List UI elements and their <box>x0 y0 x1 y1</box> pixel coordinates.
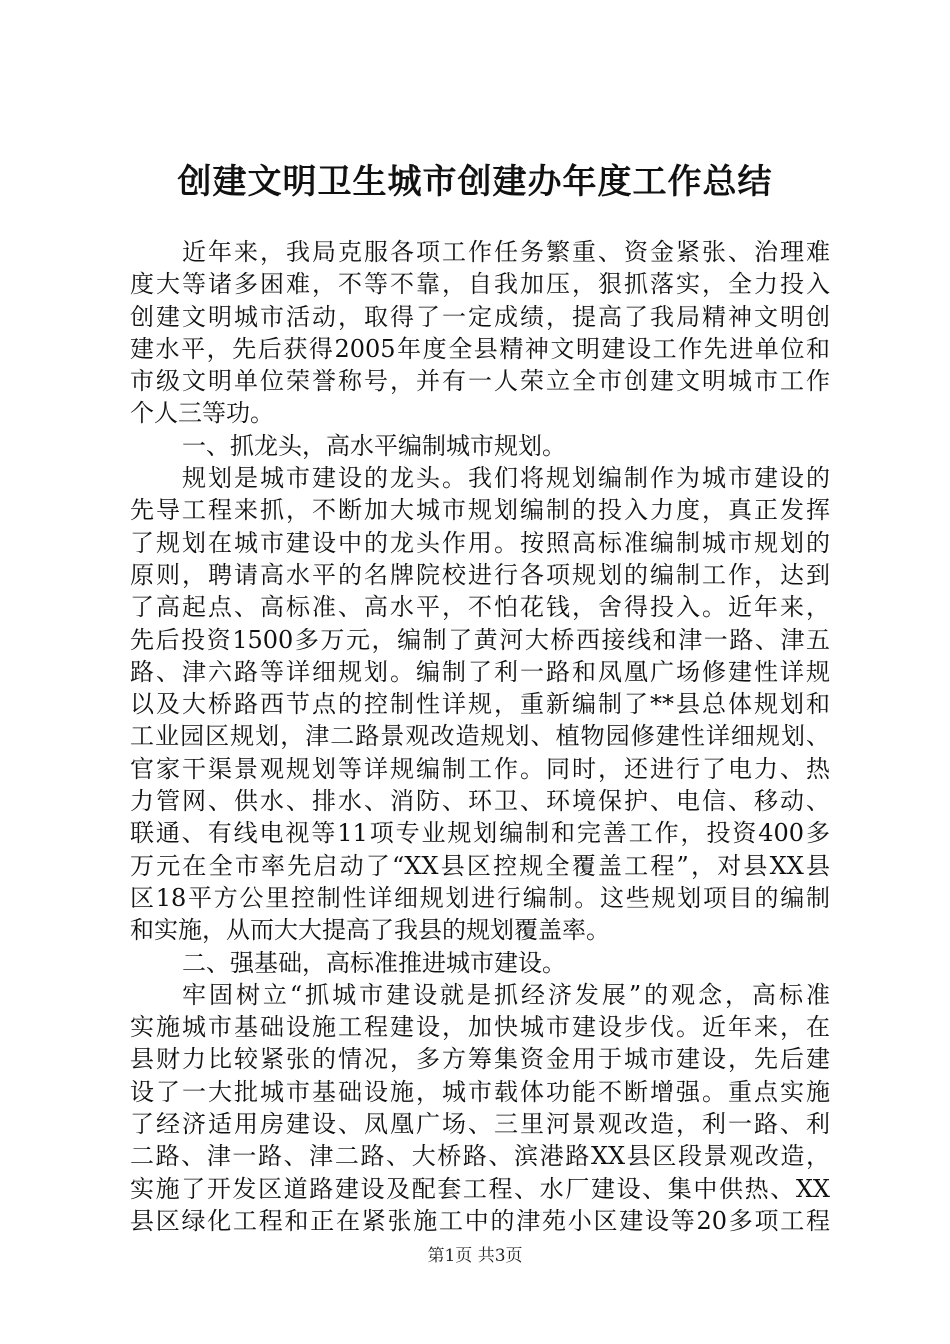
text-line: 联通、有线电视等11项专业规划编制和完善工作，投资400多 <box>130 819 830 848</box>
text-line: 区18平方公里控制性详细规划进行编制。这些规划项目的编制 <box>130 883 830 912</box>
text-line: 路、津六路等详细规划。编制了利一路和凤凰广场修建性详规 <box>130 657 830 686</box>
text-line: 实施城市基础设施工程建设，加快城市建设步伐。近年来，在 <box>130 1013 830 1042</box>
text-line: 近年来，我局克服各项工作任务繁重、资金紧张、治理难 <box>182 238 830 266</box>
text-line: 以及大桥路西节点的控制性详规，重新编制了**县总体规划和 <box>130 690 830 719</box>
text-line: 规划是城市建设的龙头。我们将规划编制作为城市建设的 <box>182 464 830 493</box>
section-heading: 二、强基础，高标准推进城市建设。 <box>182 948 566 977</box>
text-line: 建水平，先后获得2005年度全县精神文明建设工作先进单位和 <box>130 334 830 363</box>
text-line: 个人三等功。 <box>130 399 274 428</box>
text-line: 先导工程来抓，不断加大城市规划编制的投入力度，真正发挥 <box>130 496 830 525</box>
document-title: 创建文明卫生城市创建办年度工作总结 <box>177 162 773 202</box>
text-line: 设了一大批城市基础设施，城市载体功能不断增强。重点实施 <box>130 1077 830 1106</box>
text-line: 工业园区规划，津二路景观改造规划、植物园修建性详细规划、 <box>130 722 830 751</box>
text-line: 了经济适用房建设、凤凰广场、三里河景观改造，利一路、利 <box>130 1110 830 1139</box>
text-line: 力管网、供水、排水、消防、环卫、环境保护、电信、移动、 <box>130 787 830 816</box>
text-line: 市级文明单位荣誉称号，并有一人荣立全市创建文明城市工作 <box>130 367 830 396</box>
text-line: 原则，聘请高水平的名牌院校进行各项规划的编制工作，达到 <box>130 560 830 589</box>
section-heading: 一、抓龙头，高水平编制城市规划。 <box>182 431 566 460</box>
text-line: 先后投资1500多万元，编制了黄河大桥西接线和津一路、津五 <box>130 625 830 654</box>
text-line: 创建文明城市活动，取得了一定成绩，提高了我局精神文明创 <box>130 302 830 331</box>
document-body <box>130 236 830 1237</box>
text-line: 二路、津一路、津二路、大桥路、滨港路XX县区段景观改造， <box>130 1142 830 1171</box>
page-footer: 第1页 共3页 <box>427 1246 523 1266</box>
text-line: 官家干渠景观规划等详规编制工作。同时，还进行了电力、热 <box>130 754 830 783</box>
text-line: 度大等诸多困难，不等不靠，自我加压，狠抓落实，全力投入 <box>130 270 830 299</box>
text-line: 实施了开发区道路建设及配套工程、水厂建设、集中供热、XX <box>130 1174 830 1203</box>
text-line: 县区绿化工程和正在紧张施工中的津苑小区建设等20多项工程 <box>130 1206 830 1235</box>
text-line: 牢固树立“抓城市建设就是抓经济发展”的观念，高标准 <box>182 980 830 1009</box>
text-line: 万元在全市率先启动了“XX县区控规全覆盖工程”，对县XX县 <box>130 851 830 880</box>
text-line: 了高起点、高标准、高水平，不怕花钱，舍得投入。近年来， <box>130 593 830 622</box>
text-line: 县财力比较紧张的情况，多方筹集资金用于城市建设，先后建 <box>130 1045 830 1074</box>
text-line: 了规划在城市建设中的龙头作用。按照高标准编制城市规划的 <box>130 528 830 557</box>
text-line: 和实施，从而大大提高了我县的规划覆盖率。 <box>130 916 610 945</box>
